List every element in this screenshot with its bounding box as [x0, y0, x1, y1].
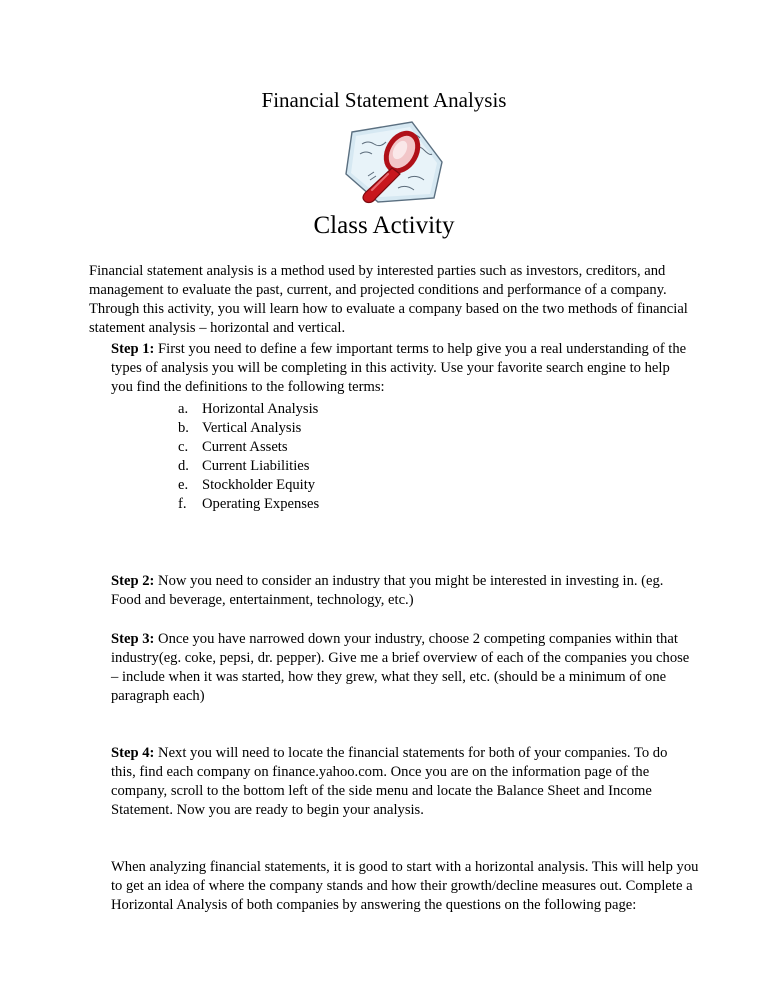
list-item-letter: e. — [178, 477, 189, 493]
intro-paragraph: Financial statement analysis is a method used by interested parties such as investors, creditors, and management to evaluate the past, current, and projected conditions and performance of a company. Through this activity, you will learn how to evaluate a company based on the two methods of financial statement analysis – horizontal and vertical. — [89, 263, 688, 336]
list-item — [178, 400, 319, 419]
step-4-paragraph — [111, 744, 691, 820]
step-4-label: Step 4: — [111, 745, 155, 761]
step-3-text: Once you have narrowed down your industry, choose 2 competing companies within that industry(eg. coke, pepsi, dr. pepper). Give me a brief overview of each of the companies you chose – include when it was started, how they grew, what they sell, etc. (should be a minimum of one paragraph each) — [111, 631, 690, 704]
terms-list — [178, 400, 319, 514]
step-3-label: Step 3: — [111, 631, 155, 647]
step-2-label: Step 2: — [111, 573, 155, 589]
list-item-term: Stockholder Equity — [202, 477, 316, 493]
list-item — [178, 419, 319, 438]
step-1-text: First you need to define a few important terms to help give you a real understanding of the types of analysis you will be completing in this activity. Use your favorite search engine to help you find the definitions to the following terms: — [111, 341, 687, 395]
list-item — [178, 476, 319, 495]
list-item — [178, 438, 319, 457]
document-title: Financial Statement Analysis — [261, 88, 507, 112]
list-item-term: Operating Expenses — [202, 496, 320, 512]
step-1-paragraph — [111, 340, 691, 397]
step-1-label: Step 1: — [111, 341, 155, 357]
list-item-term: Horizontal Analysis — [202, 401, 319, 417]
list-item — [178, 457, 319, 476]
step-2-text: Now you need to consider an industry that you might be interested in investing in. (eg. Food and beverage, entertainment, technology, etc.) — [111, 573, 664, 608]
list-item-term: Vertical Analysis — [202, 420, 302, 436]
document-subtitle: Class Activity — [313, 212, 455, 239]
list-item-term: Current Liabilities — [202, 458, 310, 474]
step-3-paragraph — [111, 630, 691, 706]
list-item — [178, 495, 319, 514]
closing-paragraph: When analyzing financial statements, it is good to start with a horizontal analysis. This will help you to get an idea of where the company stands and how their growth/decline measures out. Complete a Horizontal Analysis of both companies by answering the questions on the following page: — [111, 859, 699, 913]
list-item-letter: c. — [178, 439, 189, 455]
step-4-text: Next you will need to locate the financial statements for both of your companies. To do this, find each company on finance.yahoo.com. Once you are on the information page of the company, scroll to the bottom left of the side menu and locate the Balance Sheet and Income Statement. Now you are ready to begin your analysis. — [111, 745, 668, 818]
list-item-letter: f. — [178, 496, 187, 512]
step-2-paragraph — [111, 572, 691, 610]
list-item-term: Current Assets — [202, 439, 288, 455]
list-item-letter: a. — [178, 401, 189, 417]
magnifying-glass-over-document-icon — [338, 118, 450, 206]
list-item-letter: d. — [178, 458, 189, 474]
list-item-letter: b. — [178, 420, 189, 436]
